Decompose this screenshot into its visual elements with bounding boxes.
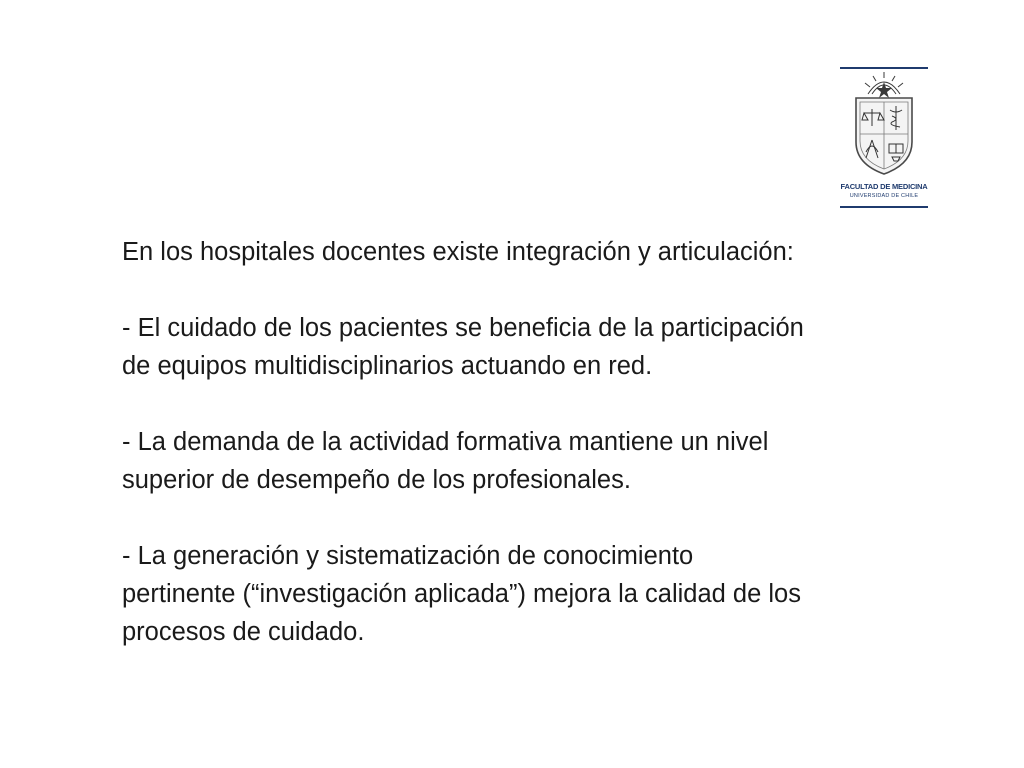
slide-body: [122, 233, 992, 651]
bullet-1-line-1: - El cuidado de los pacientes se beneficia de la participación: [122, 314, 804, 342]
bullet-3-line-3: procesos de cuidado.: [122, 618, 365, 646]
bullet-2-line-2: superior de desempeño de los profesionales.: [122, 466, 631, 494]
bullet-3-line-1: - La generación y sistematización de conocimiento: [122, 542, 694, 570]
university-crest-icon: [838, 64, 930, 182]
bullet-point-2: [122, 423, 992, 499]
logo-university-name: UNIVERSIDAD DE CHILE: [849, 193, 919, 199]
heading-text: En los hospitales docentes existe integración y articulación:: [122, 238, 794, 266]
bullet-2-line-1: - La demanda de la actividad formativa mantiene un nivel: [122, 428, 769, 456]
bullet-3-line-2: pertinente (“investigación aplicada”) mejora la calidad de los: [122, 580, 801, 608]
bullet-point-3: [122, 537, 992, 651]
logo-bottom-rule: [840, 206, 928, 208]
bullet-1-line-2: de equipos multidisciplinarios actuando en red.: [122, 352, 653, 380]
bullet-point-1: [122, 309, 992, 385]
logo-faculty-name: FACULTAD DE MEDICINA: [840, 182, 928, 191]
faculty-logo: [838, 64, 930, 210]
slide-heading: [122, 233, 992, 271]
